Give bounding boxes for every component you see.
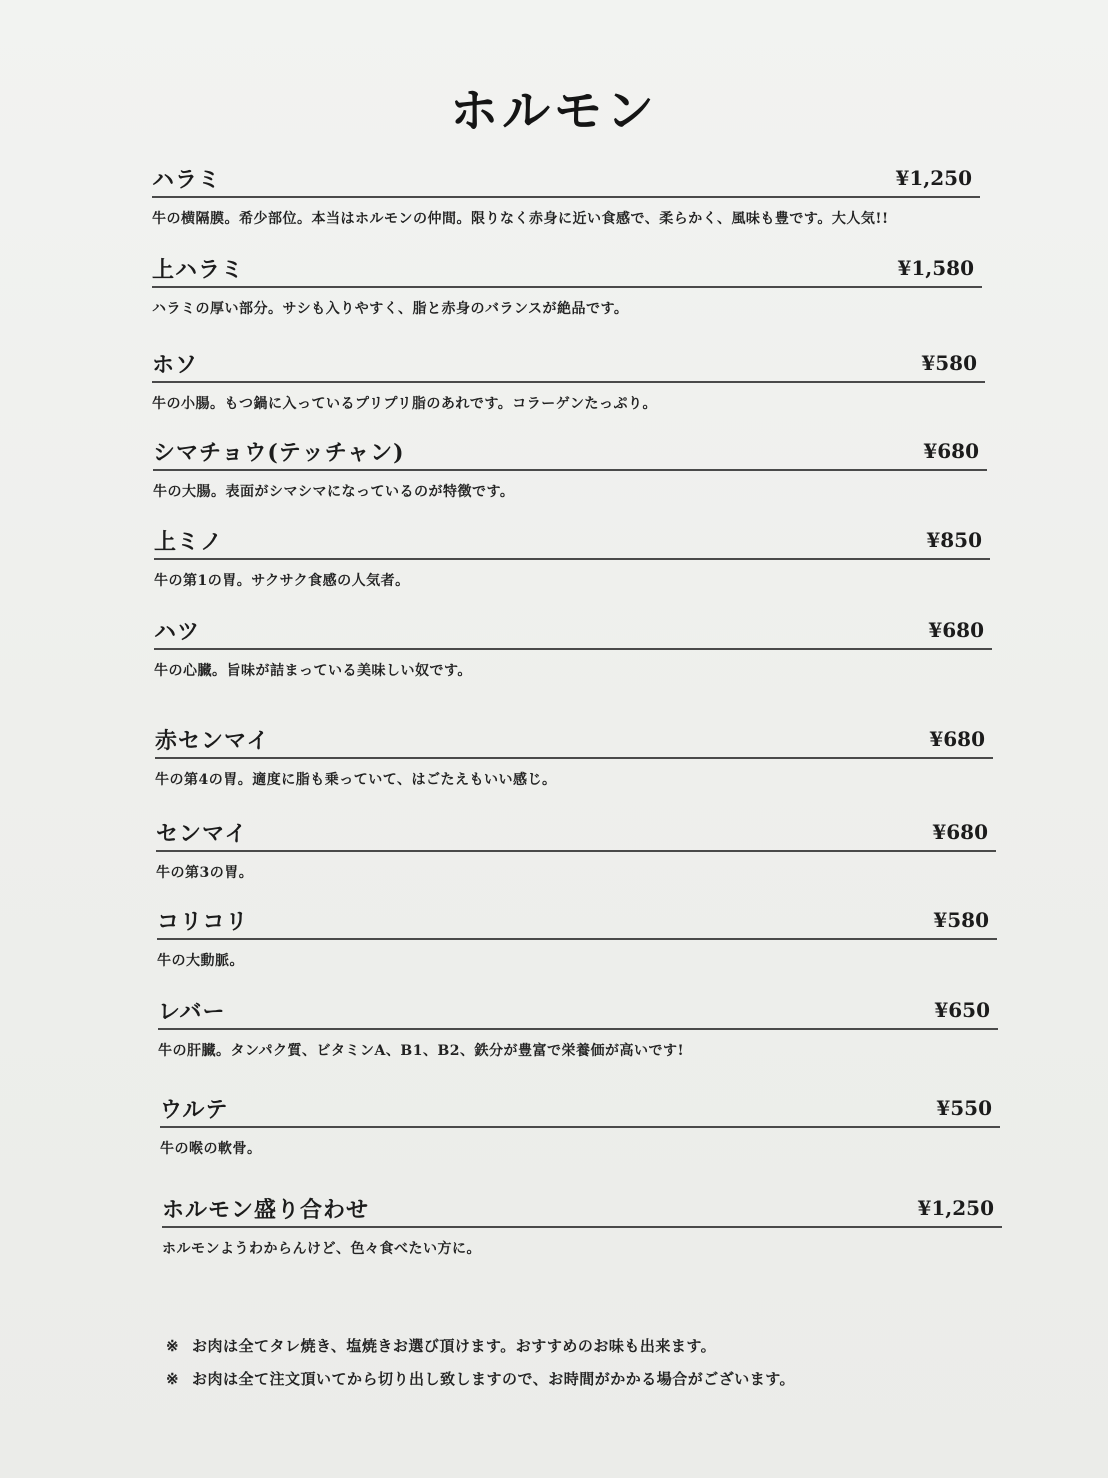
menu-item-description: 牛の第4の胃。適度に脂も乗っていて、はごたえもいい感じ。 bbox=[155, 772, 557, 788]
menu-item bbox=[152, 345, 985, 412]
menu-item-description: 牛の大腸。表面がシマシマになっているのが特徴です。 bbox=[153, 484, 515, 500]
menu-item-name: ホルモン盛り合わせ bbox=[162, 1197, 370, 1223]
menu-item bbox=[158, 992, 998, 1059]
menu-item-header bbox=[155, 721, 993, 759]
menu-item-name: ハラミ bbox=[152, 167, 222, 193]
menu-item-description: 牛の第1の胃。サクサク食感の人気者。 bbox=[154, 573, 410, 589]
menu-item-price: ¥1,250 bbox=[917, 1196, 994, 1220]
menu-item-name: コリコリ bbox=[157, 909, 249, 935]
menu-item-description: 牛の心臓。旨味が詰まっている美味しい奴です。 bbox=[154, 663, 472, 679]
menu-item-price: ¥850 bbox=[926, 528, 982, 552]
menu-item-price: ¥680 bbox=[928, 618, 984, 642]
menu-item-price: ¥680 bbox=[929, 727, 985, 751]
menu-item-description: 牛の大動脈。 bbox=[157, 953, 244, 969]
menu-item-description: ハラミの厚い部分。サシも入りやすく、脂と赤身のバランスが絶品です。 bbox=[152, 301, 629, 317]
menu-item-price: ¥680 bbox=[923, 439, 979, 463]
menu-item bbox=[154, 522, 990, 589]
menu-item-description: 牛の肝臓。タンパク質、ビタミンA、B1、B2、鉄分が豊富で栄養価が高いです! bbox=[158, 1043, 685, 1059]
menu-item-price: ¥580 bbox=[921, 351, 977, 375]
menu-item-description: 牛の第3の胃。 bbox=[156, 865, 254, 881]
menu-item bbox=[160, 1090, 1000, 1157]
menu-item-header bbox=[154, 522, 990, 560]
menu-notes bbox=[166, 1330, 795, 1396]
menu-item bbox=[152, 160, 980, 227]
menu-item-price: ¥650 bbox=[934, 998, 990, 1022]
menu-item-name: 上ミノ bbox=[154, 529, 224, 555]
menu-item-header bbox=[157, 902, 997, 940]
menu-item-price: ¥1,250 bbox=[895, 166, 972, 190]
menu-item-header bbox=[158, 992, 998, 1030]
menu-item-description: 牛の小腸。もつ鍋に入っているプリプリ脂のあれです。コラーゲンたっぷり。 bbox=[152, 396, 657, 412]
menu-item-price: ¥580 bbox=[933, 908, 989, 932]
menu-item-header bbox=[152, 250, 982, 288]
note-line bbox=[166, 1330, 795, 1363]
menu-item bbox=[153, 433, 987, 500]
menu-item-header bbox=[152, 345, 985, 383]
menu-item bbox=[155, 721, 993, 788]
menu-item bbox=[157, 902, 997, 969]
menu-title: ホルモン bbox=[449, 83, 658, 139]
note-mark: ※ bbox=[166, 1370, 180, 1388]
note-mark: ※ bbox=[166, 1337, 180, 1355]
menu-item-name: 赤センマイ bbox=[155, 728, 270, 754]
menu-item-name: ホソ bbox=[152, 352, 199, 378]
menu-item-name: レバー bbox=[158, 999, 226, 1025]
menu-item bbox=[162, 1190, 1002, 1257]
note-text: お肉は全てタレ焼き、塩焼きお選び頂けます。おすすめのお味も出来ます。 bbox=[192, 1337, 717, 1355]
menu-item-header bbox=[152, 160, 980, 198]
menu-item-name: 上ハラミ bbox=[152, 257, 245, 283]
menu-item bbox=[156, 814, 996, 881]
menu-item-description: 牛の横隔膜。希少部位。本当はホルモンの仲間。限りなく赤身に近い食感で、柔らかく、風味も豊です。大人気!! bbox=[152, 211, 889, 227]
note-line bbox=[166, 1363, 795, 1396]
menu-item bbox=[152, 250, 982, 317]
menu-item-header bbox=[160, 1090, 1000, 1128]
menu-item-header bbox=[154, 612, 992, 650]
menu-item-header bbox=[162, 1190, 1002, 1228]
menu-item-name: シマチョウ(テッチャン) bbox=[153, 440, 405, 466]
menu-item-price: ¥550 bbox=[936, 1096, 992, 1120]
menu-item-name: ウルテ bbox=[160, 1097, 229, 1123]
menu-item-description: 牛の喉の軟骨。 bbox=[160, 1141, 262, 1157]
menu-item-name: ハツ bbox=[154, 619, 201, 645]
menu-item-description: ホルモンようわからんけど、色々食べたい方に。 bbox=[162, 1241, 481, 1257]
menu-item-header bbox=[153, 433, 987, 471]
menu-item-name: センマイ bbox=[156, 821, 248, 847]
menu-item-price: ¥680 bbox=[932, 820, 988, 844]
note-text: お肉は全て注文頂いてから切り出し致しますので、お時間がかかる場合がございます。 bbox=[192, 1370, 796, 1388]
menu-item-header bbox=[156, 814, 996, 852]
menu-item bbox=[154, 612, 992, 679]
menu-item-price: ¥1,580 bbox=[897, 256, 974, 280]
